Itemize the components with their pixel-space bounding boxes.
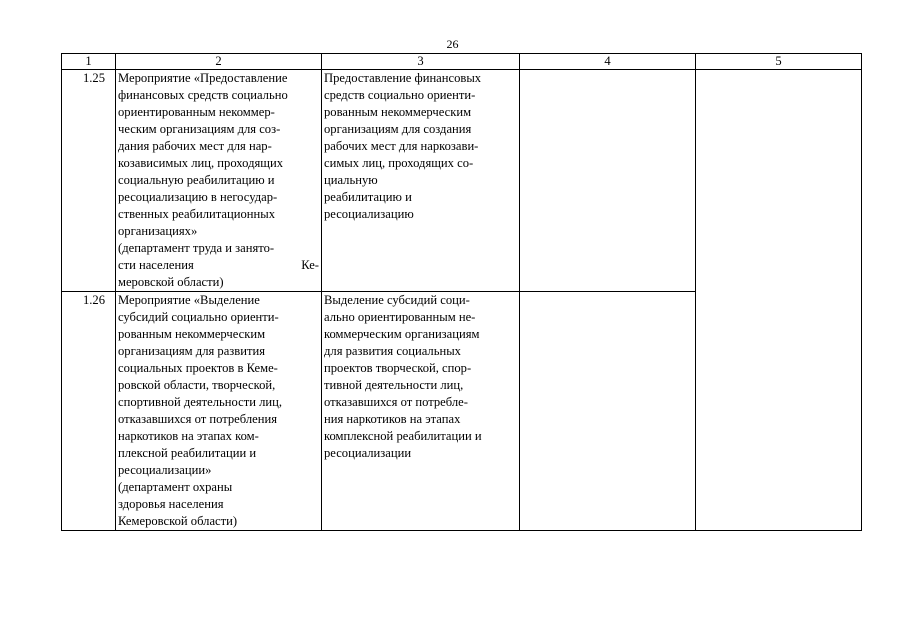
column-header-2: 2 xyxy=(116,54,322,70)
measure-line: Кемеровской области) xyxy=(118,514,238,528)
measure-line: рованным некоммерческим xyxy=(118,327,266,341)
measure-line: ресоциализации» xyxy=(118,463,212,477)
measure-line: ственных реабилитационных xyxy=(118,207,276,221)
result-line: тивной деятельности лиц, xyxy=(324,378,464,392)
measure-line: организациям для развития xyxy=(118,344,265,358)
result-line: рованным некоммерческим xyxy=(324,105,472,119)
measure-line: ориентированным некоммер- xyxy=(118,105,275,119)
column-header-5: 5 xyxy=(696,54,862,70)
column-header-1: 1 xyxy=(62,54,116,70)
measure-line: Мероприятие «Предоставление xyxy=(118,71,288,85)
page-number: 26 xyxy=(446,37,459,51)
measure-description-cell xyxy=(116,292,322,531)
result-line: ально ориентированным не- xyxy=(324,310,476,324)
result-line: реабилитацию и xyxy=(324,190,412,204)
result-line: проектов творческой, спор- xyxy=(324,361,472,375)
result-line: рабочих мест для наркозави- xyxy=(324,139,479,153)
measure-line: ческим организациям для соз- xyxy=(118,122,281,136)
result-line: Выделение субсидий соци- xyxy=(324,293,470,307)
column-5-cell xyxy=(696,70,862,531)
row-number: 1.26 xyxy=(62,292,116,531)
measure-line: плексной реабилитации и xyxy=(118,446,257,460)
column-4-cell xyxy=(520,70,696,292)
measure-line: социальных проектов в Кеме- xyxy=(118,361,278,375)
result-line: организациям для создания xyxy=(324,122,472,136)
result-line: циальную xyxy=(324,173,378,187)
measure-description-cell xyxy=(116,70,322,292)
measure-line: козависимых лиц, проходящих xyxy=(118,156,283,170)
column-header-4: 4 xyxy=(520,54,696,70)
measure-line: здоровья населения xyxy=(118,497,224,511)
measure-line: наркотиков на этапах ком- xyxy=(118,429,259,443)
measure-line: социальную реабилитацию и xyxy=(118,173,275,187)
result-description-cell xyxy=(322,70,520,292)
measure-line-justified xyxy=(118,257,319,274)
measure-line: (департамент труда и занято- xyxy=(118,241,275,255)
measure-line: финансовых средств социально xyxy=(118,88,288,102)
result-line: Предоставление финансовых xyxy=(324,71,482,85)
result-line: комплексной реабилитации и xyxy=(324,429,482,443)
program-table xyxy=(61,53,862,531)
measure-line: спортивной деятельности лиц, xyxy=(118,395,283,409)
column-4-cell xyxy=(520,292,696,531)
measure-line: субсидий социально ориенти- xyxy=(118,310,279,324)
measure-line: отказавшихся от потребления xyxy=(118,412,278,426)
row-number: 1.25 xyxy=(62,70,116,292)
measure-line: дания рабочих мест для нар- xyxy=(118,139,272,153)
result-description-cell xyxy=(322,292,520,531)
result-line: симых лиц, проходящих со- xyxy=(324,156,474,170)
result-line: коммерческим организациям xyxy=(324,327,480,341)
measure-line: (департамент охраны xyxy=(118,480,233,494)
measure-line: ровской области, творческой, xyxy=(118,378,276,392)
result-line: ресоциализацию xyxy=(324,207,414,221)
measure-line-right: Ке- xyxy=(301,258,319,272)
measure-line-left: сти населения xyxy=(118,258,194,272)
table-header-row xyxy=(62,54,862,70)
measure-line: организациях» xyxy=(118,224,198,238)
result-line: ния наркотиков на этапах xyxy=(324,412,461,426)
column-header-3: 3 xyxy=(322,54,520,70)
measure-line: меровской области) xyxy=(118,275,224,289)
result-line: отказавшихся от потребле- xyxy=(324,395,468,409)
measure-line: Мероприятие «Выделение xyxy=(118,293,260,307)
table-row xyxy=(62,70,862,292)
measure-line: ресоциализацию в негосудар- xyxy=(118,190,278,204)
result-line: средств социально ориенти- xyxy=(324,88,476,102)
result-line: для развития социальных xyxy=(324,344,461,358)
result-line: ресоциализации xyxy=(324,446,412,460)
